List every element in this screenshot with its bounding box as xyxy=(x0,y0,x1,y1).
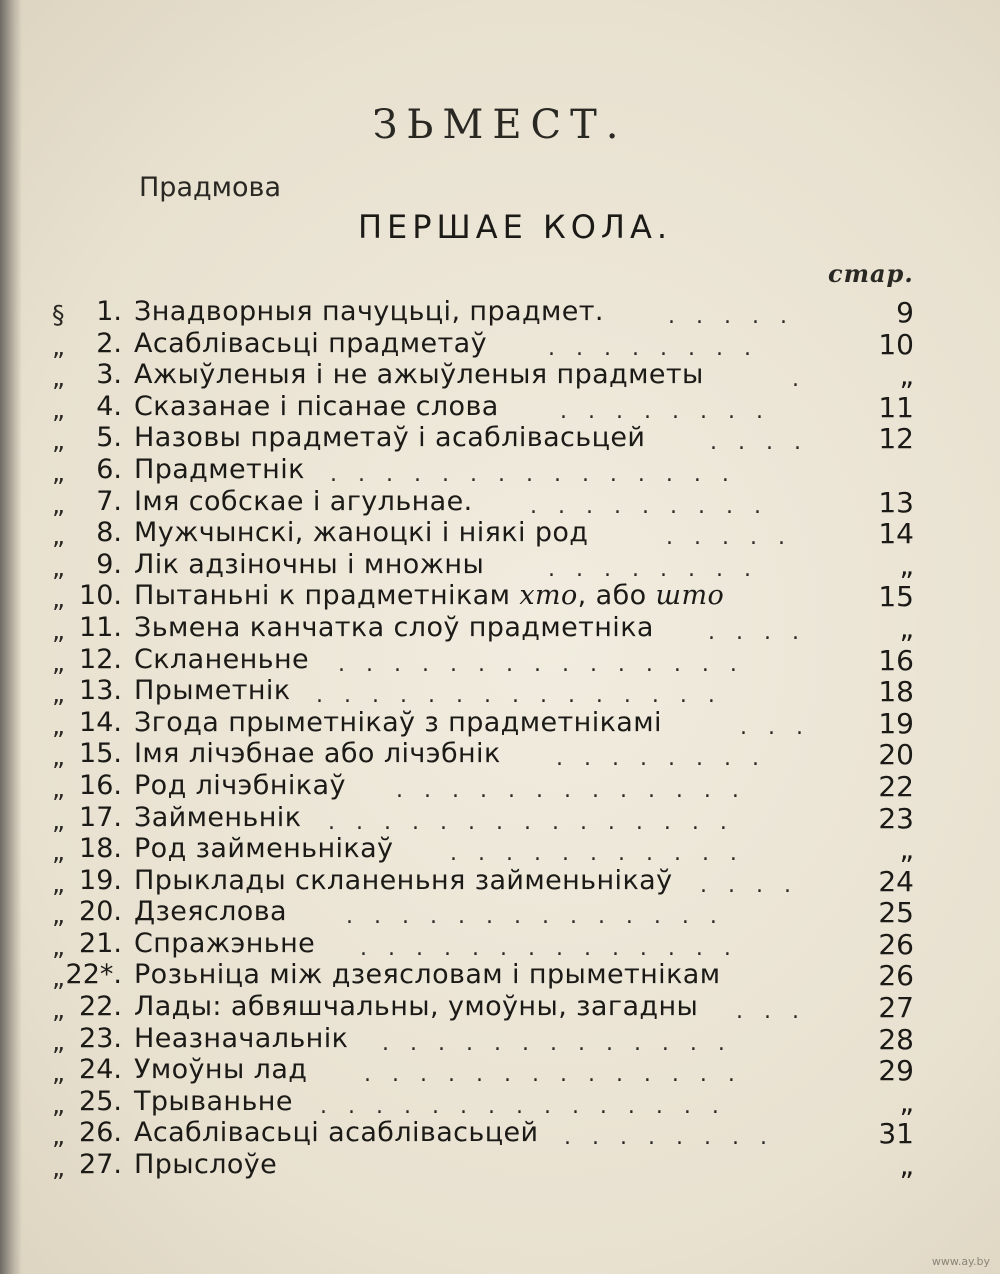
toc-row xyxy=(0,1117,1000,1149)
entry-number: 7. xyxy=(96,485,122,517)
toc-row xyxy=(0,1086,1000,1118)
entry-label-text: Асаблівасьці асаблівасьцей xyxy=(134,1117,539,1149)
entry-number: 11. xyxy=(79,611,122,643)
ditto-mark: „ xyxy=(52,1026,65,1056)
entry-page-number: 18 xyxy=(878,675,914,709)
dot-leaders: ............... xyxy=(320,1093,740,1119)
ditto-mark: „ xyxy=(52,995,65,1025)
toc-row xyxy=(0,833,1000,865)
entry-label-text: Лады: абвяшчальны, умоўны, загадны xyxy=(134,991,699,1023)
toc-row xyxy=(0,959,1000,991)
ditto-mark: „ xyxy=(52,457,65,487)
entry-label-text: Імя собскае і агульнае. xyxy=(134,485,473,517)
entry-page-number: „ xyxy=(899,611,914,645)
entry-page-number: 11 xyxy=(878,390,914,424)
dot-leaders: ..... xyxy=(666,525,806,551)
dot-leaders: ............... xyxy=(316,683,736,709)
entry-label-text: Дзеяслова xyxy=(134,896,287,928)
dot-leaders: .............. xyxy=(346,904,738,930)
ditto-mark: „ xyxy=(52,1058,65,1088)
toc-row xyxy=(0,486,1000,518)
ditto-mark: „ xyxy=(52,552,65,582)
toc-row xyxy=(0,549,1000,581)
entry-label xyxy=(134,802,301,833)
entry-page-number: 20 xyxy=(878,738,914,772)
entry-label-text: Прыметнік xyxy=(134,675,291,707)
entry-page-number: 14 xyxy=(878,517,914,551)
entry-number: 21. xyxy=(79,927,122,959)
dot-leaders: ........ xyxy=(560,398,784,424)
dot-leaders: ... xyxy=(740,714,824,740)
entry-number: 13. xyxy=(79,675,122,707)
toc-row xyxy=(0,707,1000,739)
entry-number: 3. xyxy=(96,359,122,391)
entry-label xyxy=(134,1054,307,1085)
entry-number: 1. xyxy=(96,296,122,327)
toc-row xyxy=(0,580,1000,612)
toc-row xyxy=(0,675,1000,707)
entry-page-number: 10 xyxy=(878,327,914,361)
entry-label xyxy=(134,928,315,959)
dot-leaders: ......... xyxy=(530,493,782,519)
entry-label xyxy=(134,738,501,769)
entry-page-number: 26 xyxy=(878,927,914,961)
entry-number: 23. xyxy=(79,1022,122,1054)
entry-label-text: Род займеньнікаў xyxy=(134,833,394,865)
entry-number: 18. xyxy=(79,833,122,865)
entry-number: 26. xyxy=(79,1117,122,1149)
entry-label-text: Прыслоўе xyxy=(134,1149,278,1181)
entry-label-text: Пытаньні к прадметнікам xyxy=(134,580,511,612)
entry-page-number: „ xyxy=(899,359,914,393)
entry-page-number: 26 xyxy=(878,959,914,993)
toc-row xyxy=(0,644,1000,676)
dot-leaders: .... xyxy=(708,619,820,645)
toc-row xyxy=(0,770,1000,802)
table-of-contents xyxy=(0,296,1000,1181)
ditto-mark: „ xyxy=(52,679,65,709)
entry-label-text: Прыклады скланеньня займеньнікаў xyxy=(134,864,673,896)
entry-page-number: 27 xyxy=(878,991,914,1025)
entry-page-number: „ xyxy=(899,1149,914,1183)
toc-row xyxy=(0,612,1000,644)
entry-label xyxy=(134,1149,277,1180)
entry-label xyxy=(134,959,721,990)
toc-row xyxy=(0,802,1000,834)
toc-row xyxy=(0,328,1000,360)
entry-label-text: Знадворныя пачуцьці, прадмет. xyxy=(134,296,604,327)
entry-page-number: 13 xyxy=(878,485,914,519)
entry-label-text: Лік адзіночны і множны xyxy=(134,548,485,580)
toc-row xyxy=(0,738,1000,770)
ditto-mark: „ xyxy=(52,900,65,930)
entry-label xyxy=(134,328,487,359)
entry-page-number: 15 xyxy=(878,580,914,614)
entry-number: 27. xyxy=(79,1149,122,1181)
watermark: www.ay.by xyxy=(931,1255,990,1268)
ditto-mark: „ xyxy=(52,805,65,835)
entry-number: 8. xyxy=(96,517,122,549)
entry-label xyxy=(134,580,724,611)
ditto-mark: „ xyxy=(52,1121,65,1151)
entry-number: 24. xyxy=(79,1054,122,1086)
entry-number: 6. xyxy=(96,453,122,485)
toc-row xyxy=(0,896,1000,928)
toc-row xyxy=(0,1023,1000,1055)
entry-number: 12. xyxy=(79,643,122,675)
entry-page-number: „ xyxy=(899,833,914,867)
entry-page-number: „ xyxy=(899,1085,914,1119)
ditto-mark: „ xyxy=(52,521,65,551)
entry-label-text: Прадметнік xyxy=(134,453,305,485)
entry-page-number: 12 xyxy=(878,422,914,456)
entry-label xyxy=(134,296,604,327)
entry-label-text: Род лічэбнікаў xyxy=(134,769,346,801)
ditto-mark: „ xyxy=(52,710,65,740)
ditto-mark: „ xyxy=(52,394,65,424)
entry-page-number: 25 xyxy=(878,896,914,930)
entry-number: 14. xyxy=(79,706,122,738)
ditto-mark: „ xyxy=(52,615,65,645)
dot-leaders: ............. xyxy=(382,1030,746,1056)
entry-number: 22. xyxy=(79,991,122,1023)
entry-label-text: Згода прыметнікаў з прадметнікамі xyxy=(134,706,662,738)
toc-row xyxy=(0,391,1000,423)
entry-joiner: , або xyxy=(577,580,647,612)
entry-number: 5. xyxy=(96,422,122,454)
ditto-mark: „ xyxy=(52,1153,65,1183)
entry-number: 25. xyxy=(79,1085,122,1117)
entry-number: 17. xyxy=(79,801,122,833)
entry-page-number: 9 xyxy=(896,296,914,329)
entry-number: 15. xyxy=(79,738,122,770)
entry-label xyxy=(134,1086,293,1117)
entry-label xyxy=(134,675,291,706)
dot-leaders: ........ xyxy=(564,1125,788,1151)
dot-leaders: .............. xyxy=(364,1062,756,1088)
toc-row xyxy=(0,296,1000,328)
ditto-mark: „ xyxy=(52,647,65,677)
ditto-mark: „ xyxy=(52,931,65,961)
ditto-mark: „ xyxy=(52,331,65,361)
entry-label xyxy=(134,644,309,675)
entry-number: 9. xyxy=(96,548,122,580)
ditto-mark: „ xyxy=(52,773,65,803)
toc-row xyxy=(0,359,1000,391)
ditto-mark: „ xyxy=(52,584,65,614)
page-column-header: стар. xyxy=(828,259,914,288)
ditto-mark: „ xyxy=(52,426,65,456)
entry-label-text: Скланеньне xyxy=(134,643,310,675)
entry-label xyxy=(134,707,662,738)
entry-label-text: Трываньне xyxy=(134,1085,293,1117)
entry-italic-word: што xyxy=(655,580,725,612)
toc-row xyxy=(0,454,1000,486)
entry-label xyxy=(134,833,393,864)
entry-page-number: 16 xyxy=(878,643,914,677)
dot-leaders: ... xyxy=(736,999,820,1025)
entry-page-number: 24 xyxy=(878,864,914,898)
entry-page-number: 19 xyxy=(878,706,914,740)
entry-label-text: Назовы прадметаў і асаблівасьцей xyxy=(134,422,646,454)
entry-number: 20. xyxy=(79,896,122,928)
entry-label-text: Ажыўленыя і не ажыўленыя прадметы xyxy=(134,359,704,391)
entry-label-text: Умоўны лад xyxy=(134,1054,308,1086)
entry-label xyxy=(134,896,287,927)
entry-label xyxy=(134,422,645,453)
ditto-mark: „ xyxy=(52,742,65,772)
entry-label xyxy=(134,517,588,548)
toc-row xyxy=(0,1149,1000,1181)
entry-label-text: Імя лічэбнае або лічэбнік xyxy=(134,738,501,770)
dot-leaders: ..... xyxy=(668,304,808,329)
toc-row xyxy=(0,991,1000,1023)
preface-entry: Прадмова xyxy=(139,172,282,203)
dot-leaders: ............... xyxy=(338,651,758,677)
dot-leaders: ........ xyxy=(548,556,772,582)
entry-number: 22*. xyxy=(65,959,122,991)
entry-label xyxy=(134,486,473,517)
dot-leaders: ............... xyxy=(328,809,748,835)
dot-leaders: ............. xyxy=(396,777,760,803)
entry-label-text: Спражэньне xyxy=(134,927,316,959)
ditto-mark: „ xyxy=(52,963,65,993)
dot-leaders: ........ xyxy=(556,746,780,772)
entry-number: 4. xyxy=(96,390,122,422)
entry-page-number: „ xyxy=(899,548,914,582)
entry-label-text: Неазначальнік xyxy=(134,1022,349,1054)
dot-leaders: ........ xyxy=(548,335,772,361)
entry-label xyxy=(134,549,484,580)
entry-page-number: 23 xyxy=(878,801,914,835)
entry-label-text: Зьмена канчатка слоў прадметніка xyxy=(134,611,654,643)
entry-label xyxy=(134,391,499,422)
entry-label xyxy=(134,359,704,390)
toc-row xyxy=(0,517,1000,549)
entry-page-number: 29 xyxy=(878,1054,914,1088)
toc-row xyxy=(0,928,1000,960)
toc-row xyxy=(0,422,1000,454)
entry-page-number: 31 xyxy=(878,1117,914,1151)
ditto-mark: „ xyxy=(52,489,65,519)
entry-label-text: Займеньнік xyxy=(134,801,302,833)
entry-label-text: Мужчынскі, жаноцкі і ніякі род xyxy=(134,517,589,549)
ditto-mark: „ xyxy=(52,837,65,867)
ditto-mark: „ xyxy=(52,363,65,393)
dot-leaders: .... xyxy=(700,872,812,898)
entry-label-text: Розьніца між дзеясловам і прыметнікам xyxy=(134,959,721,991)
entry-label-text: Сказанае і пісанае слова xyxy=(134,390,499,422)
section-title: ПЕРШАЕ КОЛА. xyxy=(357,208,673,246)
dot-leaders: .... xyxy=(710,430,822,456)
entry-number: 2. xyxy=(96,327,122,359)
entry-number: 16. xyxy=(79,769,122,801)
entry-number: 10. xyxy=(79,580,122,612)
page-title: ЗЬМЕСТ. xyxy=(372,102,628,148)
entry-label xyxy=(134,770,346,801)
dot-leaders: ............... xyxy=(330,461,750,487)
entry-italic-word: хто xyxy=(519,580,578,612)
entry-label xyxy=(134,1023,348,1054)
ditto-mark: „ xyxy=(52,868,65,898)
dot-leaders: .............. xyxy=(360,935,752,961)
entry-label xyxy=(134,612,654,643)
entry-label xyxy=(134,991,698,1022)
toc-row xyxy=(0,865,1000,897)
toc-row xyxy=(0,1054,1000,1086)
dot-leaders: . xyxy=(792,367,820,393)
entry-label xyxy=(134,865,672,896)
entry-page-number: 22 xyxy=(878,769,914,803)
entry-label xyxy=(134,1117,538,1148)
ditto-mark: „ xyxy=(52,1089,65,1119)
entry-label-text: Асаблівасьці прадметаў xyxy=(134,327,487,359)
entry-label xyxy=(134,454,305,485)
dot-leaders: ........... xyxy=(450,841,758,867)
entry-page-number: 28 xyxy=(878,1022,914,1056)
ditto-mark: § xyxy=(52,300,65,329)
entry-number: 19. xyxy=(79,864,122,896)
